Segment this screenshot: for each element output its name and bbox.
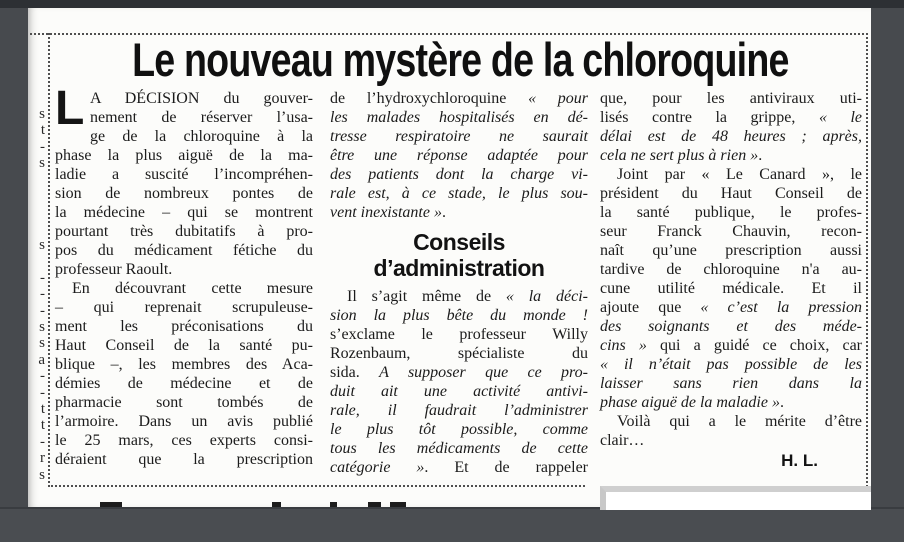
text-line (600, 431, 862, 450)
text-run: Voilà qui a le mérite d’être (617, 413, 862, 430)
text-run: démies de médecine et de (55, 375, 313, 392)
article-border-bottom (48, 485, 585, 487)
text-line (55, 184, 313, 203)
text-run: tresse respiratoire ne saurait (330, 128, 588, 145)
paragraph (600, 412, 862, 450)
cut-letter (28, 221, 45, 237)
text-run: naît qu’une prescription aussi (600, 242, 862, 259)
cut-letter (28, 204, 45, 220)
cut-letter: - (40, 384, 45, 401)
text-run: A DÉCISION du gouver- (90, 90, 313, 107)
text-run: duit ait une activité antivi- (330, 383, 588, 400)
text-line (55, 336, 313, 355)
text-run: « c’est la pression (700, 299, 862, 316)
text-line (55, 127, 313, 146)
text-run: « pour (528, 90, 589, 107)
adjacent-column-cut-letters (28, 106, 45, 483)
text-line (600, 393, 862, 412)
text-run: pharmacie sont tombés de (55, 394, 313, 411)
text-run: « le (818, 109, 863, 126)
cut-letter: - (40, 138, 45, 155)
cut-letter: s (39, 155, 45, 172)
text-line (55, 412, 313, 431)
text-run: sida. (330, 364, 380, 381)
text-line (55, 241, 313, 260)
paragraph (330, 89, 588, 222)
text-line (55, 146, 313, 165)
text-line (330, 203, 588, 222)
text-line (330, 439, 588, 458)
text-column-3 (600, 89, 862, 470)
article-headline: Le nouveau mystère de la chloroquine (132, 33, 789, 86)
text-line (330, 458, 588, 477)
text-line (55, 203, 313, 222)
text-line (330, 89, 588, 108)
cut-letter: s (39, 319, 45, 336)
text-line (55, 279, 313, 298)
text-run: déraient que la prescription (55, 451, 313, 468)
text-run: . (779, 394, 784, 411)
text-run: ge de la chloroquine à la (90, 128, 313, 145)
text-line (600, 317, 862, 336)
cut-letter (28, 254, 45, 270)
paragraph (55, 279, 313, 469)
text-run: des patients dont la charge vi- (330, 166, 588, 183)
text-run: phase aiguë de la maladie » (600, 394, 780, 411)
text-run: ladie a suscité l’incompréhen- (55, 166, 313, 183)
text-run: clair… (600, 432, 645, 449)
text-line (330, 146, 588, 165)
text-run: le 25 mars, ces experts consi- (55, 432, 313, 449)
viewer-bottom-bar (0, 507, 904, 542)
text-run: catégorie » (330, 459, 425, 476)
cut-letter (28, 172, 45, 188)
text-run: ment les préconisations du (55, 318, 313, 335)
cut-letter: - (40, 368, 45, 385)
article-header (50, 33, 866, 86)
text-line (600, 184, 862, 203)
text-run: tardive de chloroquine n'a au- (600, 261, 862, 278)
drop-cap: L (55, 82, 85, 135)
cut-letter: - (40, 433, 45, 450)
text-run: cune utilité médicale. Et il (600, 280, 862, 297)
text-line (330, 306, 588, 325)
text-run: pourtant très dubitatifs à pro- (55, 223, 313, 240)
text-run: les malades hospitalisés en dé- (330, 109, 588, 126)
text-line (600, 203, 862, 222)
text-run: la santé publique, le profes- (600, 204, 862, 221)
text-run: s’exclame le professeur Willy (330, 326, 588, 343)
cut-letter: - (40, 286, 45, 303)
text-run: En découvrant cette mesure (72, 280, 313, 297)
text-run: délai est de 48 heures ; après, (600, 128, 862, 145)
viewer-top-bar (0, 0, 904, 8)
text-run: lisés contre la grippe, (600, 109, 819, 126)
author-initials: H. L. (781, 451, 818, 470)
cut-letter: s (39, 106, 45, 122)
text-run: « la déci- (505, 288, 588, 305)
text-line (600, 89, 862, 108)
cut-letter: t (40, 122, 45, 139)
paragraph (600, 165, 862, 412)
text-run: phase la plus aiguë de la ma- (55, 147, 313, 164)
cut-letter (28, 188, 45, 204)
section-subhead (330, 229, 588, 281)
cut-letter: r (40, 450, 45, 467)
text-run: président du Haut Conseil de (600, 185, 862, 202)
text-line (55, 355, 313, 374)
text-line (600, 241, 862, 260)
text-run: être une réponse adaptée pour (330, 147, 588, 164)
text-line (330, 344, 588, 363)
text-line (600, 260, 862, 279)
text-run: Joint par « Le Canard », le (617, 166, 862, 183)
text-run: professeur Raoult. (55, 261, 173, 278)
text-line (600, 108, 862, 127)
cut-letter: s (39, 335, 45, 352)
text-column-1 (55, 82, 313, 469)
text-line (330, 184, 588, 203)
text-line (600, 412, 862, 431)
text-run: rale, il faudrait l’administrer (330, 402, 588, 419)
text-run: que, pour les antiviraux uti- (600, 90, 862, 107)
cut-letter: s (39, 237, 45, 254)
text-run: sion de nombreux pontes de (55, 185, 313, 202)
text-run: laisser sans rien dans la (600, 375, 862, 392)
text-run: A supposer que ce pro- (379, 364, 589, 381)
text-line (600, 127, 862, 146)
text-run: de l’hydroxychloroquine (330, 90, 529, 107)
text-line (55, 374, 313, 393)
text-run: nement de réserver l’usa- (90, 109, 313, 126)
text-line (55, 450, 313, 469)
cut-letter: t (40, 401, 45, 418)
paragraph (330, 287, 588, 477)
bottom-framed-box (600, 486, 871, 510)
text-run: la médecine – qui se montrent (55, 204, 313, 221)
article-border-left (48, 33, 50, 487)
text-line (55, 89, 313, 108)
text-line (600, 279, 862, 298)
cut-letter: - (40, 269, 45, 286)
text-line (330, 127, 588, 146)
text-line (600, 355, 862, 374)
text-line (330, 420, 588, 439)
text-run: des soignants et des méde- (600, 318, 862, 335)
text-run: « il n’était pas possible de les (600, 356, 862, 373)
text-run: – qui reprenait scrupuleuse- (55, 299, 313, 316)
text-run: blique –, les membres des Aca- (55, 356, 313, 373)
text-run: . (758, 147, 763, 164)
text-line (55, 165, 313, 184)
subhead-line: Conseils (413, 229, 505, 255)
text-run: tous les médicaments de cette (330, 440, 588, 457)
text-run: rale est, à ce stade, le plus sou- (330, 185, 588, 202)
text-line (55, 108, 313, 127)
text-line (330, 363, 588, 382)
subhead-line: d’administration (373, 255, 545, 281)
text-line (600, 222, 862, 241)
text-run: Rozenbaum, spécialiste du (330, 345, 588, 362)
text-run: . Et de rappeler (424, 459, 588, 476)
text-line (330, 401, 588, 420)
text-line (330, 382, 588, 401)
text-line (330, 287, 588, 306)
text-run: Il s’agit même de (347, 288, 506, 305)
text-line (600, 165, 862, 184)
text-line (330, 165, 588, 184)
text-run: ajoute que (600, 299, 701, 316)
text-run: sion la plus bête du monde ! (330, 307, 588, 324)
article-border-right (866, 33, 868, 487)
text-line (600, 146, 862, 165)
paragraph (600, 89, 862, 165)
text-line (330, 325, 588, 344)
text-run: le plus tôt possible, comme (330, 421, 588, 438)
text-run: seur Franck Chauvin, recon- (600, 223, 862, 240)
text-run: cins » (600, 337, 647, 354)
text-line (55, 431, 313, 450)
cut-letter: a (38, 351, 45, 368)
text-run: qui a guidé ce choix, car (646, 337, 863, 354)
text-line (330, 108, 588, 127)
cut-letter: t (40, 417, 45, 434)
text-line (600, 298, 862, 317)
text-column-2 (330, 89, 588, 477)
text-line (55, 222, 313, 241)
text-line (55, 317, 313, 336)
cut-letter: - (40, 302, 45, 319)
text-line (600, 336, 862, 355)
text-line (55, 260, 313, 279)
text-run: l’armoire. Dans un avis publié (55, 413, 313, 430)
text-line (55, 298, 313, 317)
text-run: Haut Conseil de la santé pu- (55, 337, 313, 354)
text-line (55, 393, 313, 412)
text-run: vent inexistante » (330, 204, 442, 221)
paragraph (55, 82, 313, 279)
text-line (600, 374, 862, 393)
cut-letter: s (39, 466, 45, 483)
text-run: cela ne sert plus à rien » (600, 147, 759, 164)
text-run: . (441, 204, 446, 221)
text-run: pos du médicament fétiche du (55, 242, 313, 259)
